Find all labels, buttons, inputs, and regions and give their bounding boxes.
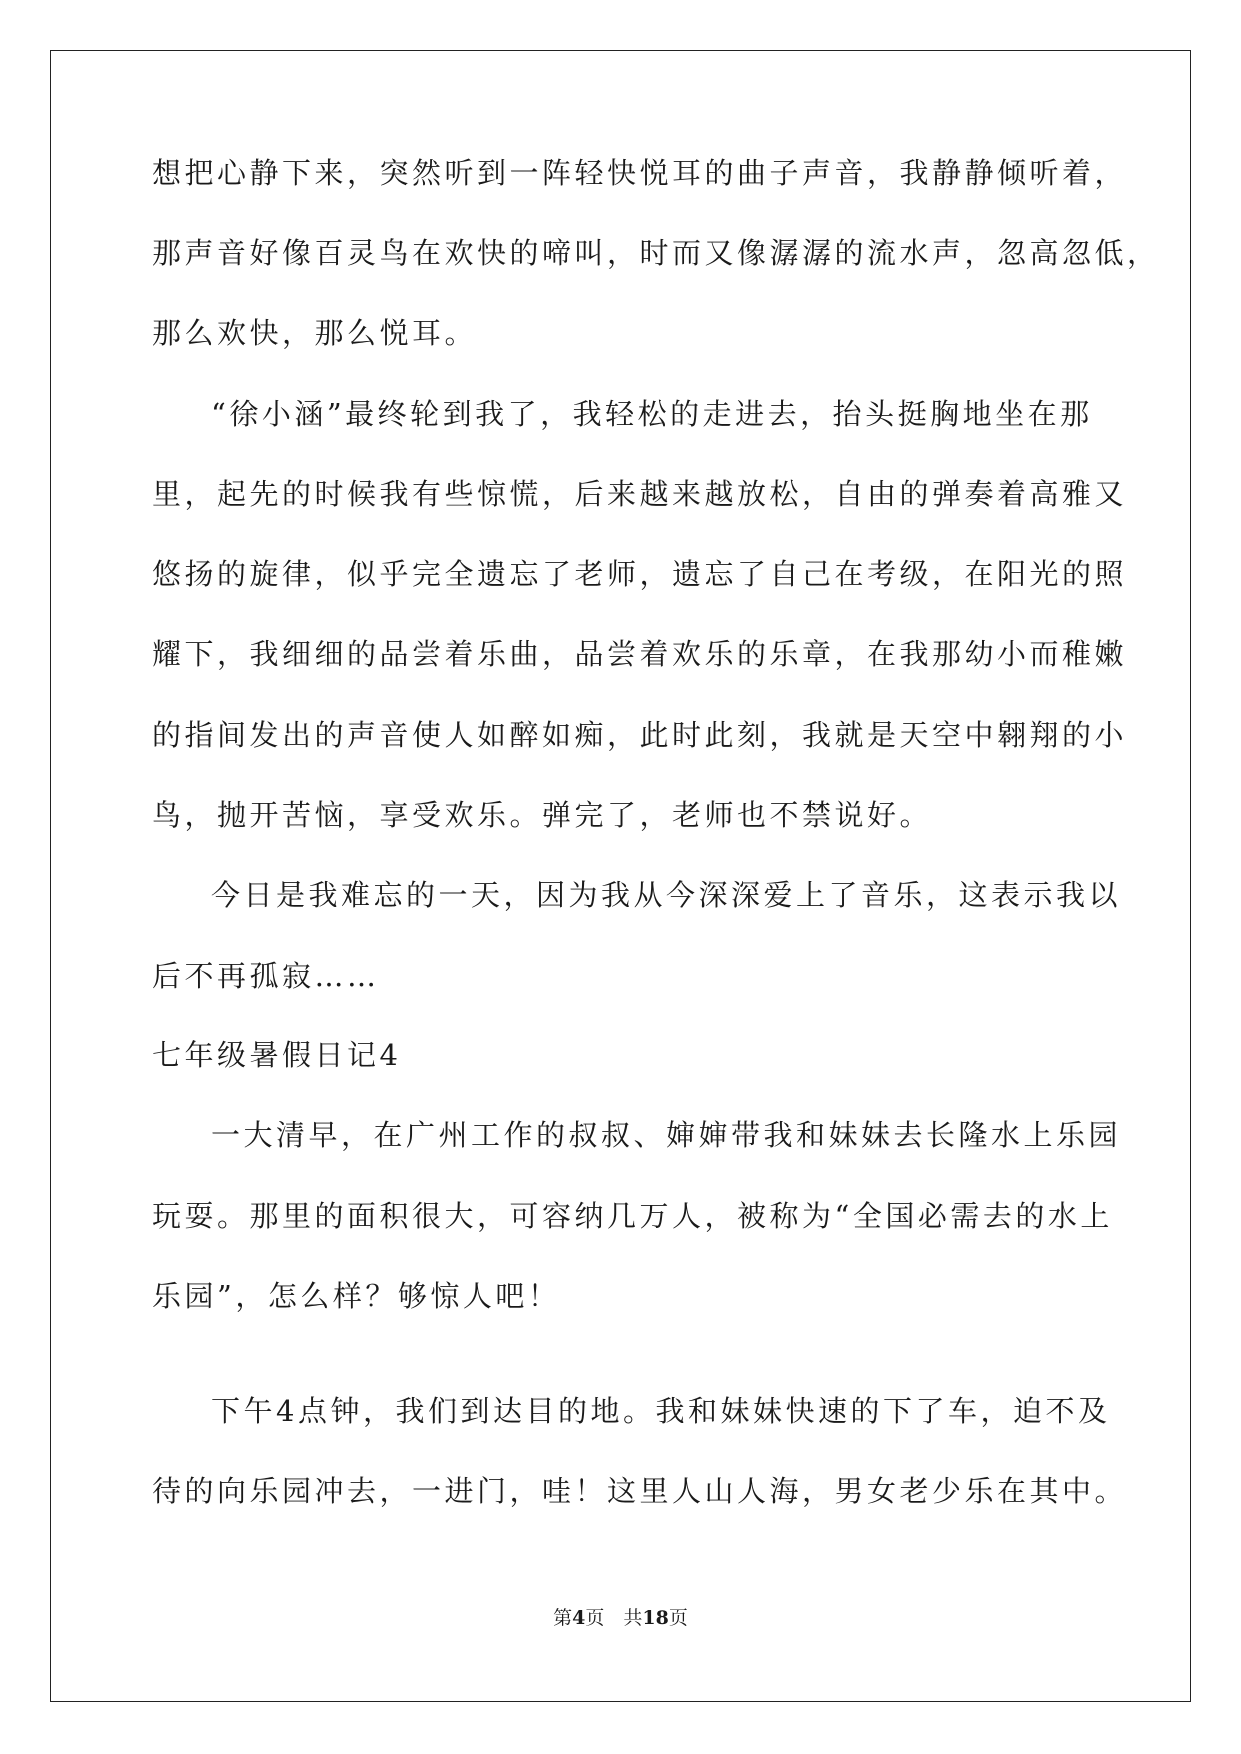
section-heading: 七年级暑假日记4	[152, 1038, 402, 1072]
text-line: 乐园”，怎么样？够惊人吧！	[152, 1279, 561, 1313]
footer-middle: 页 共	[585, 1607, 643, 1629]
text-line: 里，起先的时候我有些惊慌，后来越来越放松，自由的弹奏着高雅又	[152, 477, 1128, 511]
footer-prefix: 第	[553, 1607, 573, 1629]
text-line: 玩耍。那里的面积很大，可容纳几万人，被称为“全国必需去的水上	[152, 1199, 1113, 1233]
text-line: “徐小涵”最终轮到我了，我轻松的走进去，抬头挺胸地坐在那	[211, 397, 1093, 431]
text-line: 待的向乐园冲去，一进门，哇！这里人山人海，男女老少乐在其中。	[152, 1474, 1128, 1508]
text-line: 想把心静下来，突然听到一阵轻快悦耳的曲子声音，我静静倾听着，	[152, 156, 1128, 190]
footer-total-pages: 18	[642, 1607, 669, 1629]
text-line: 耀下，我细细的品尝着乐曲，品尝着欢乐的乐章，在我那幼小而稚嫩	[152, 637, 1128, 671]
text-line: 今日是我难忘的一天，因为我从今深深爱上了音乐，这表示我以	[211, 878, 1122, 912]
text-line: 一大清早，在广州工作的叔叔、婶婶带我和妹妹去长隆水上乐园	[211, 1118, 1122, 1152]
text-line: 悠扬的旋律，似乎完全遗忘了老师，遗忘了自己在考级，在阳光的照	[152, 557, 1128, 591]
page-footer	[0, 1606, 1241, 1630]
footer-page-number: 4	[572, 1607, 586, 1629]
text-line: 那声音好像百灵鸟在欢快的啼叫，时而又像潺潺的流水声，忽高忽低，	[152, 236, 1160, 270]
text-line: 鸟，抛开苦恼，享受欢乐。弹完了，老师也不禁说好。	[152, 798, 933, 832]
text-line: 那么欢快，那么悦耳。	[152, 316, 478, 350]
text-line: 下午4点钟，我们到达目的地。我和妹妹快速的下了车，迫不及	[211, 1394, 1111, 1428]
footer-suffix: 页	[668, 1607, 688, 1629]
text-line: 的指间发出的声音使人如醉如痴，此时此刻，我就是天空中翱翔的小	[152, 718, 1128, 752]
text-line: 后不再孤寂……	[152, 959, 380, 993]
